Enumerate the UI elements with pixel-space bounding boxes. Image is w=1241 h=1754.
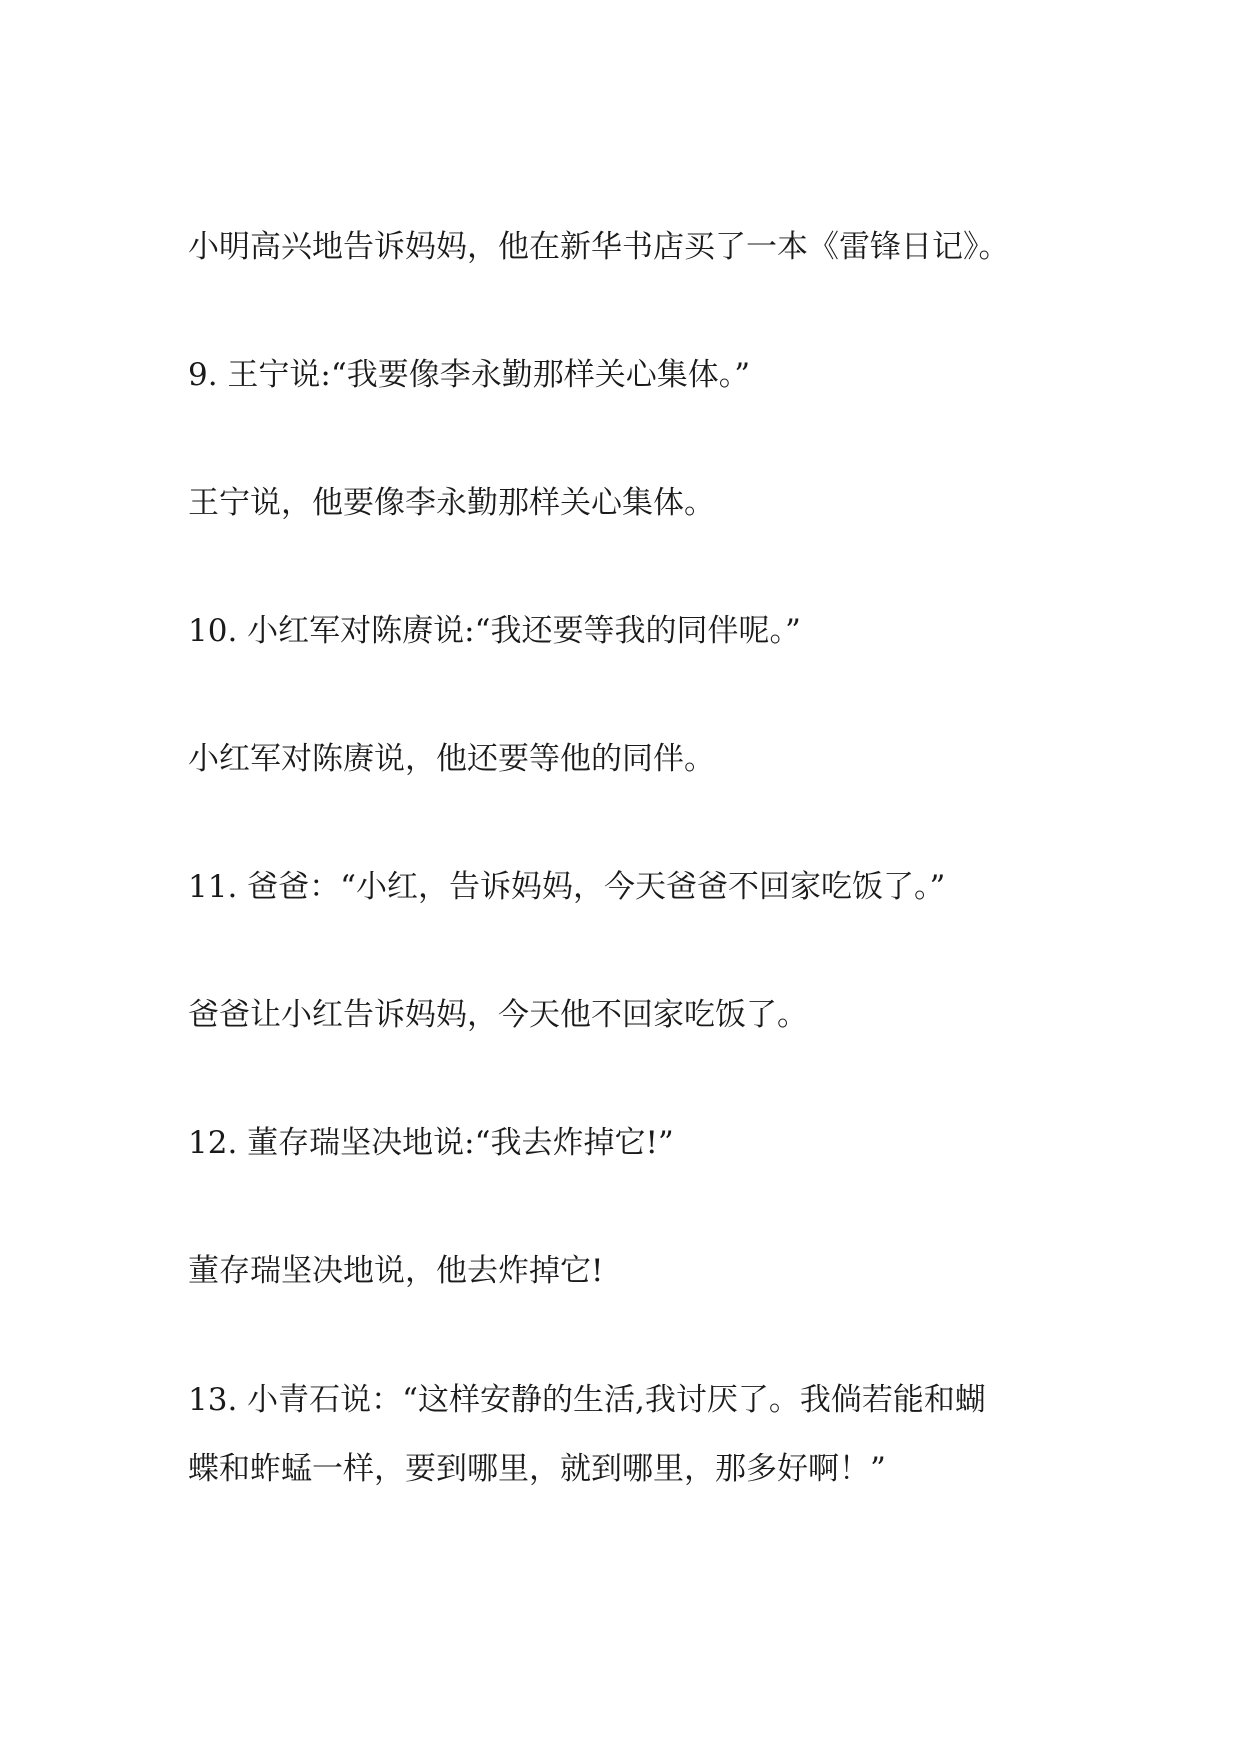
answer-line-9: 王宁说，他要像李永勤那样关心集体。 <box>188 485 715 521</box>
question-paragraph-13 <box>188 1366 1088 1504</box>
answer-line-10: 小红军对陈赓说，他还要等他的同伴。 <box>188 741 715 777</box>
question-line-12: 12. 董存瑞坚决地说:“我去炸掉它!” <box>188 1125 674 1161</box>
question-line-10: 10. 小红军对陈赓说:“我还要等我的同伴呢。” <box>188 613 801 649</box>
answer-line-8: 小明高兴地告诉妈妈，他在新华书店买了一本《雷锋日记》。 <box>188 229 1010 265</box>
question-13-line-2: 蝶和蚱蜢一样，要到哪里，就到哪里，那多好啊！” <box>188 1451 886 1487</box>
question-line-9: 9. 王宁说:“我要像李永勤那样关心集体。” <box>188 357 751 393</box>
answer-line-12: 董存瑞坚决地说，他去炸掉它! <box>188 1253 604 1289</box>
question-line-11: 11. 爸爸：“小红，告诉妈妈，今天爸爸不回家吃饭了。” <box>188 869 946 905</box>
answer-line-11: 爸爸让小红告诉妈妈，今天他不回家吃饭了。 <box>188 997 808 1033</box>
question-13-line-1: 13. 小青石说：“这样安静的生活,我讨厌了。我倘若能和蝴 <box>188 1382 986 1418</box>
